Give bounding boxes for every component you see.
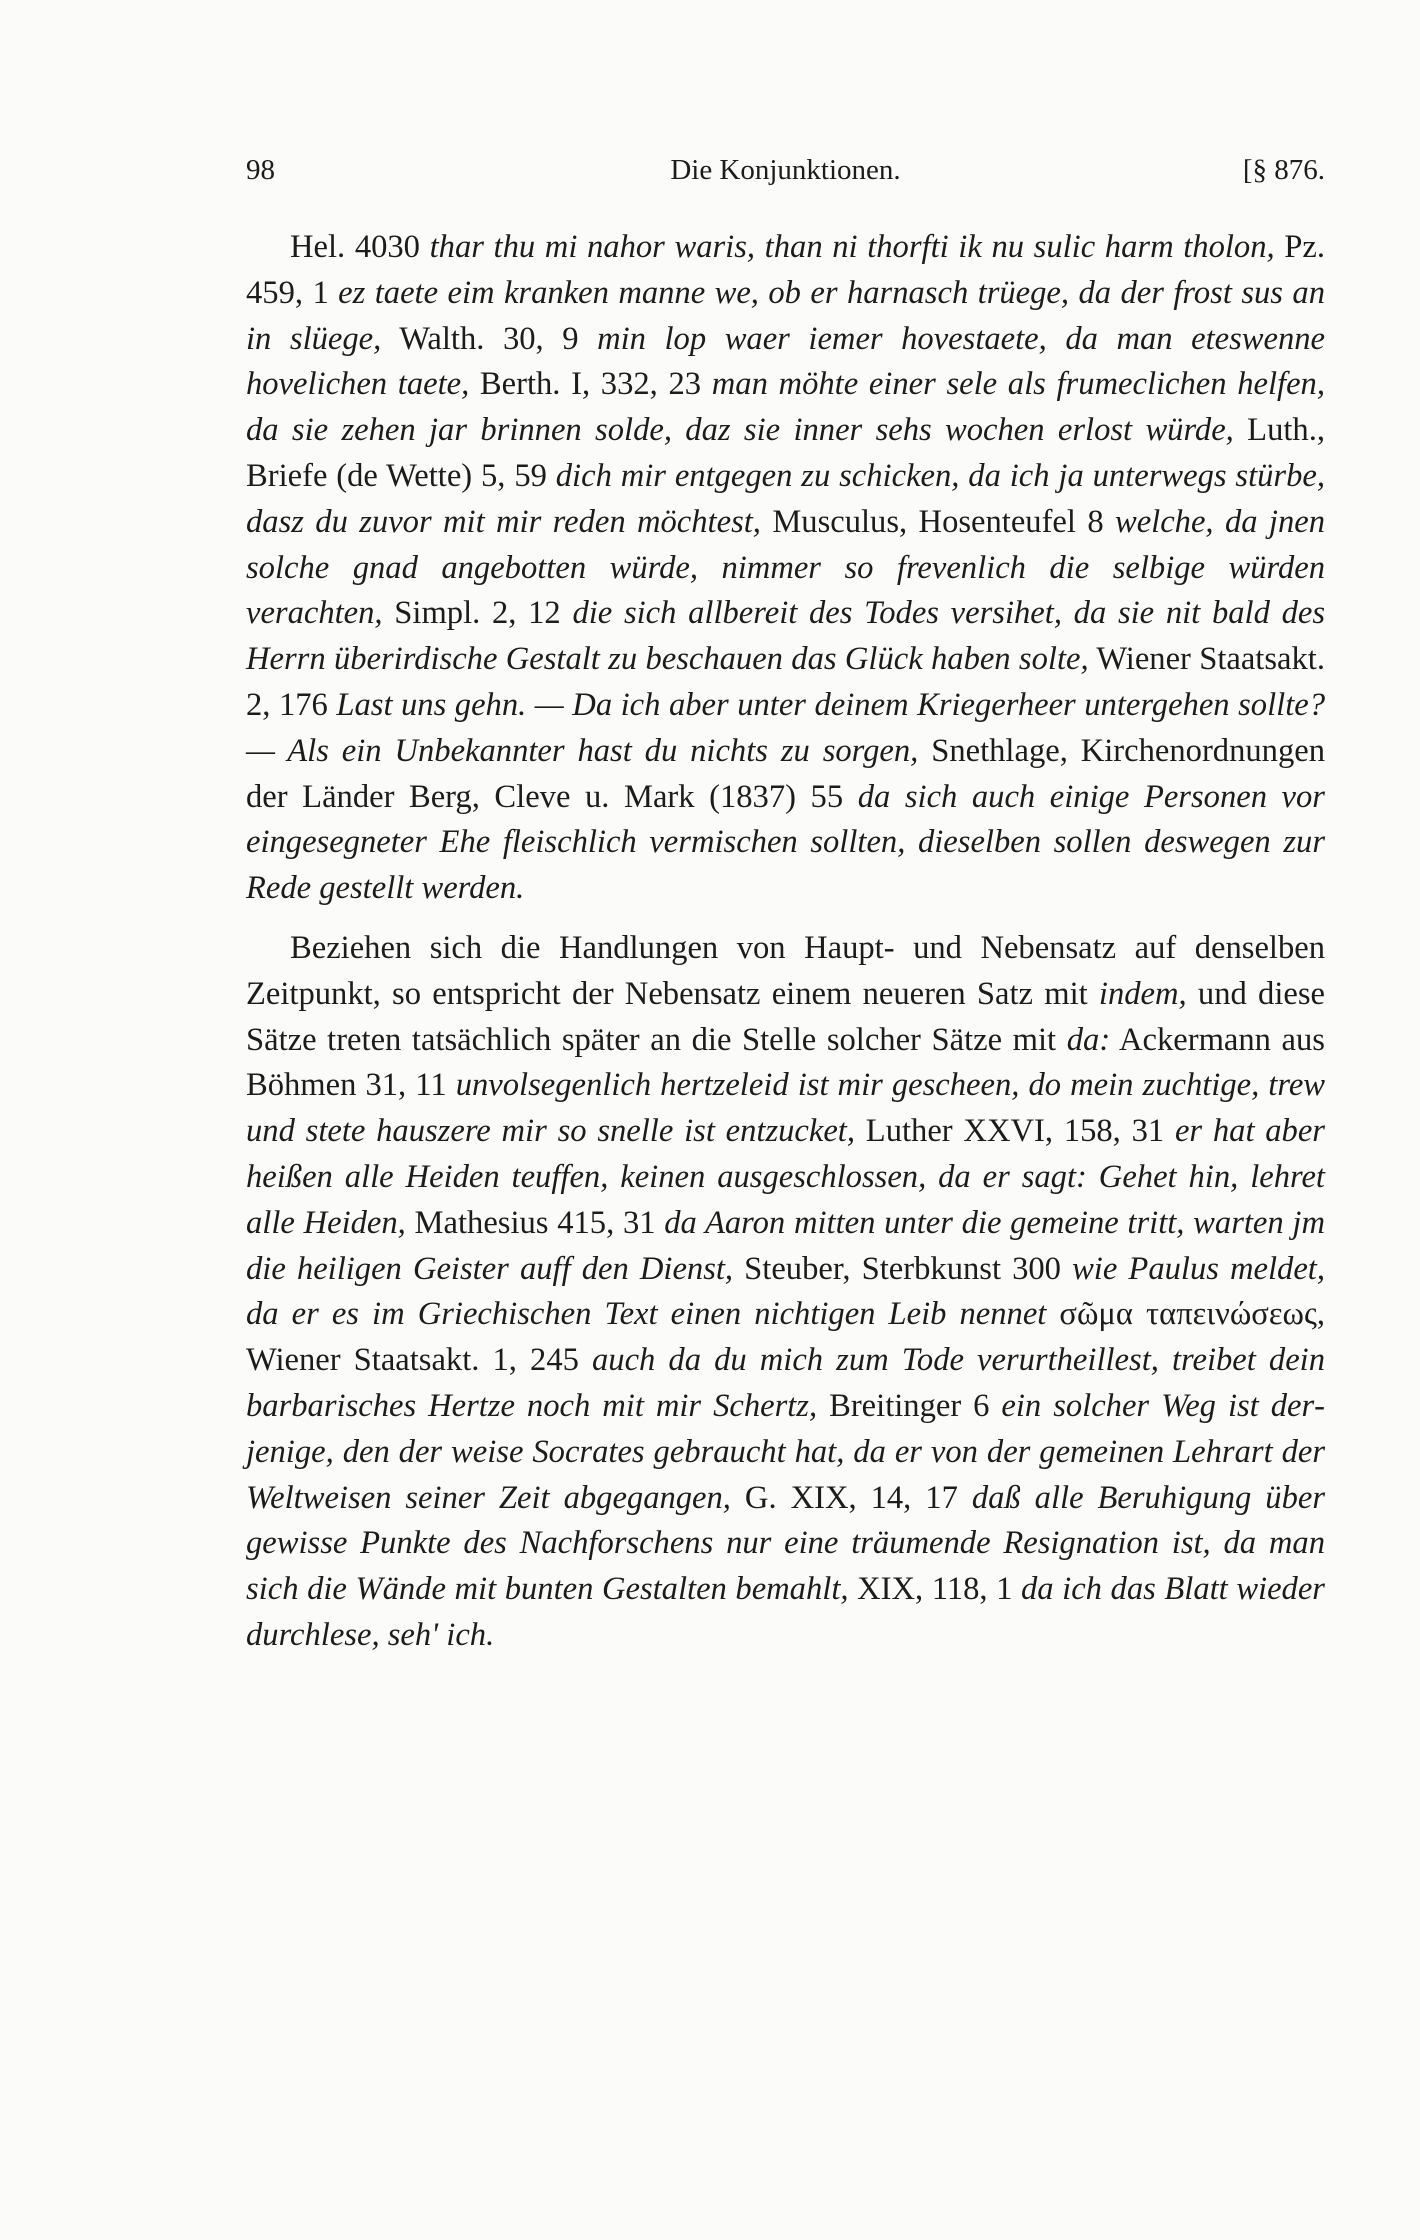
- running-head: [246, 150, 1325, 190]
- quoted-example-text: man möhte einer sele als frumeclichen helfen, da sie zehen jar brinnen solde, daz sie inner sehs wochen erlost würde,: [246, 366, 1325, 449]
- paragraph-examples-da: [246, 225, 1325, 912]
- citation-text: Mathesius 415, 31: [405, 1204, 665, 1241]
- citation-text: Walth. 30, 9: [381, 320, 598, 357]
- quoted-example-text: dich mir entgegen zu schicken, da ich ja unterwegs stürbe, dasz du zuvor mit mir reden möchtest,: [246, 457, 1325, 540]
- citation-text: Ackermann aus Böhmen 31, 11: [246, 1021, 1325, 1104]
- quoted-example-text: min lop waer iemer hovestaete, da man eteswenne hovelichen taete,: [246, 320, 1326, 403]
- citation-text: Musculus, Hosenteufel 8: [760, 503, 1115, 540]
- citation-text: G. XIX, 14, 17: [730, 1479, 972, 1516]
- chapter-title: Die Konjunktionen.: [670, 154, 901, 186]
- citation-text: Pz. 459, 1: [246, 229, 1325, 311]
- quoted-example-text: da sich auch einige Personen vor eingesegneter Ehe fleischlich vermischen sollten, dieselben sollen deswegen zur Rede gestellt werden.: [246, 778, 1325, 907]
- quoted-example-text: unvolsegenlich hertzeleid ist mir gescheen, do mein zuchtige, trew und stete hauszere mir so snelle ist entzucket,: [246, 1067, 1326, 1150]
- quoted-example-text: daß alle Beruhigung über gewisse Punkte des Nachforschens nur eine träumende Resignation ist, da man sich die Wände mit bunten Gestalten bemahlt,: [246, 1479, 1326, 1608]
- quoted-example-text: indem,: [1098, 975, 1187, 1012]
- citation-text: Luther XXVI, 158, 31: [855, 1113, 1175, 1150]
- citation-text: und diese Sätze treten tatsächlich später an die Stelle solcher Sätze mit: [246, 975, 1325, 1058]
- citation-text: Simpl. 2, 12: [382, 595, 573, 632]
- citation-text: Wiener Staatsakt. 1, 245: [246, 1342, 592, 1379]
- citation-text: Luth., Briefe (de Wette) 5, 59: [246, 412, 1325, 494]
- citation-text: Berth. I, 332, 23: [469, 366, 712, 403]
- section-number: [§ 876.: [1242, 154, 1325, 186]
- citation-text: Snethlage, Kirchenordnungen der Länder Berg, Cleve u. Mark (1837) 55: [246, 732, 1325, 815]
- paragraph-indem: [246, 926, 1325, 1659]
- citation-text: Hel. 4030: [290, 229, 430, 265]
- quoted-example-text: er hat aber heißen alle Heiden teuffen, keinen ausgeschlossen, da er sagt: Gehet hin, lehret alle Heiden,: [246, 1113, 1325, 1241]
- quoted-example-text: wie Paulus meldet, da er es im Griechischen Text einen nichtigen Leib nennet: [246, 1250, 1325, 1333]
- quoted-example-text: da Aaron mitten unter die gemeine tritt, warten jm die heiligen Geister auff den Dienst,: [246, 1204, 1325, 1287]
- citation-text: Wiener Staatsakt. 2, 176: [246, 641, 1325, 723]
- quoted-example-text: ein solcher Weg ist derjenige, den der weise Socrates gebraucht hat, da er von der gemeinen Lehrart der Weltweisen seiner Zeit abgegangen,: [246, 1387, 1325, 1516]
- citation-text: Beziehen sich die Handlungen von Haupt- und Nebensatz auf denselben Zeitpunkt, so entspricht der Nebensatz einem neueren Satz mit: [246, 929, 1325, 1012]
- citation-text: XIX, 118, 1: [848, 1571, 1021, 1608]
- body-text: [246, 225, 1325, 1659]
- citation-text: Breitinger 6: [817, 1387, 1002, 1424]
- citation-text: Steuber, Sterbkunst 300: [733, 1250, 1073, 1287]
- citation-text: σῶμα ταπεινώσεως,: [1046, 1296, 1325, 1333]
- quoted-example-text: auch da du mich zum Tode verurtheillest, treibet dein barbarisches Hertze noch mit mir Schertz,: [246, 1342, 1325, 1424]
- quoted-example-text: da ich das Blatt wieder durchlese, seh' ich.: [246, 1571, 1325, 1653]
- quoted-example-text: da:: [1066, 1021, 1111, 1058]
- page-number: 98: [246, 154, 275, 186]
- quoted-example-text: ez taete eim kranken manne we, ob er harnasch trüege, da der frost sus an in slüege,: [246, 274, 1325, 357]
- quoted-example-text: welche, da jnen solche gnad angebotten würde, nimmer so frevenlich die selbige würden verachten,: [246, 503, 1325, 632]
- quoted-example-text: Last uns gehn. — Da ich aber unter deinem Kriegerheer untergehen sollte? — Als ein Unbekannter hast du nichts zu sorgen,: [246, 686, 1325, 769]
- quoted-example-text: die sich allbereit des Todes versihet, da sie nit bald des Herrn überirdische Gestalt zu beschauen das Glück haben solte,: [246, 595, 1325, 678]
- quoted-example-text: thar thu mi nahor waris, than ni thorfti ik nu sulic harm tholon,: [429, 229, 1275, 265]
